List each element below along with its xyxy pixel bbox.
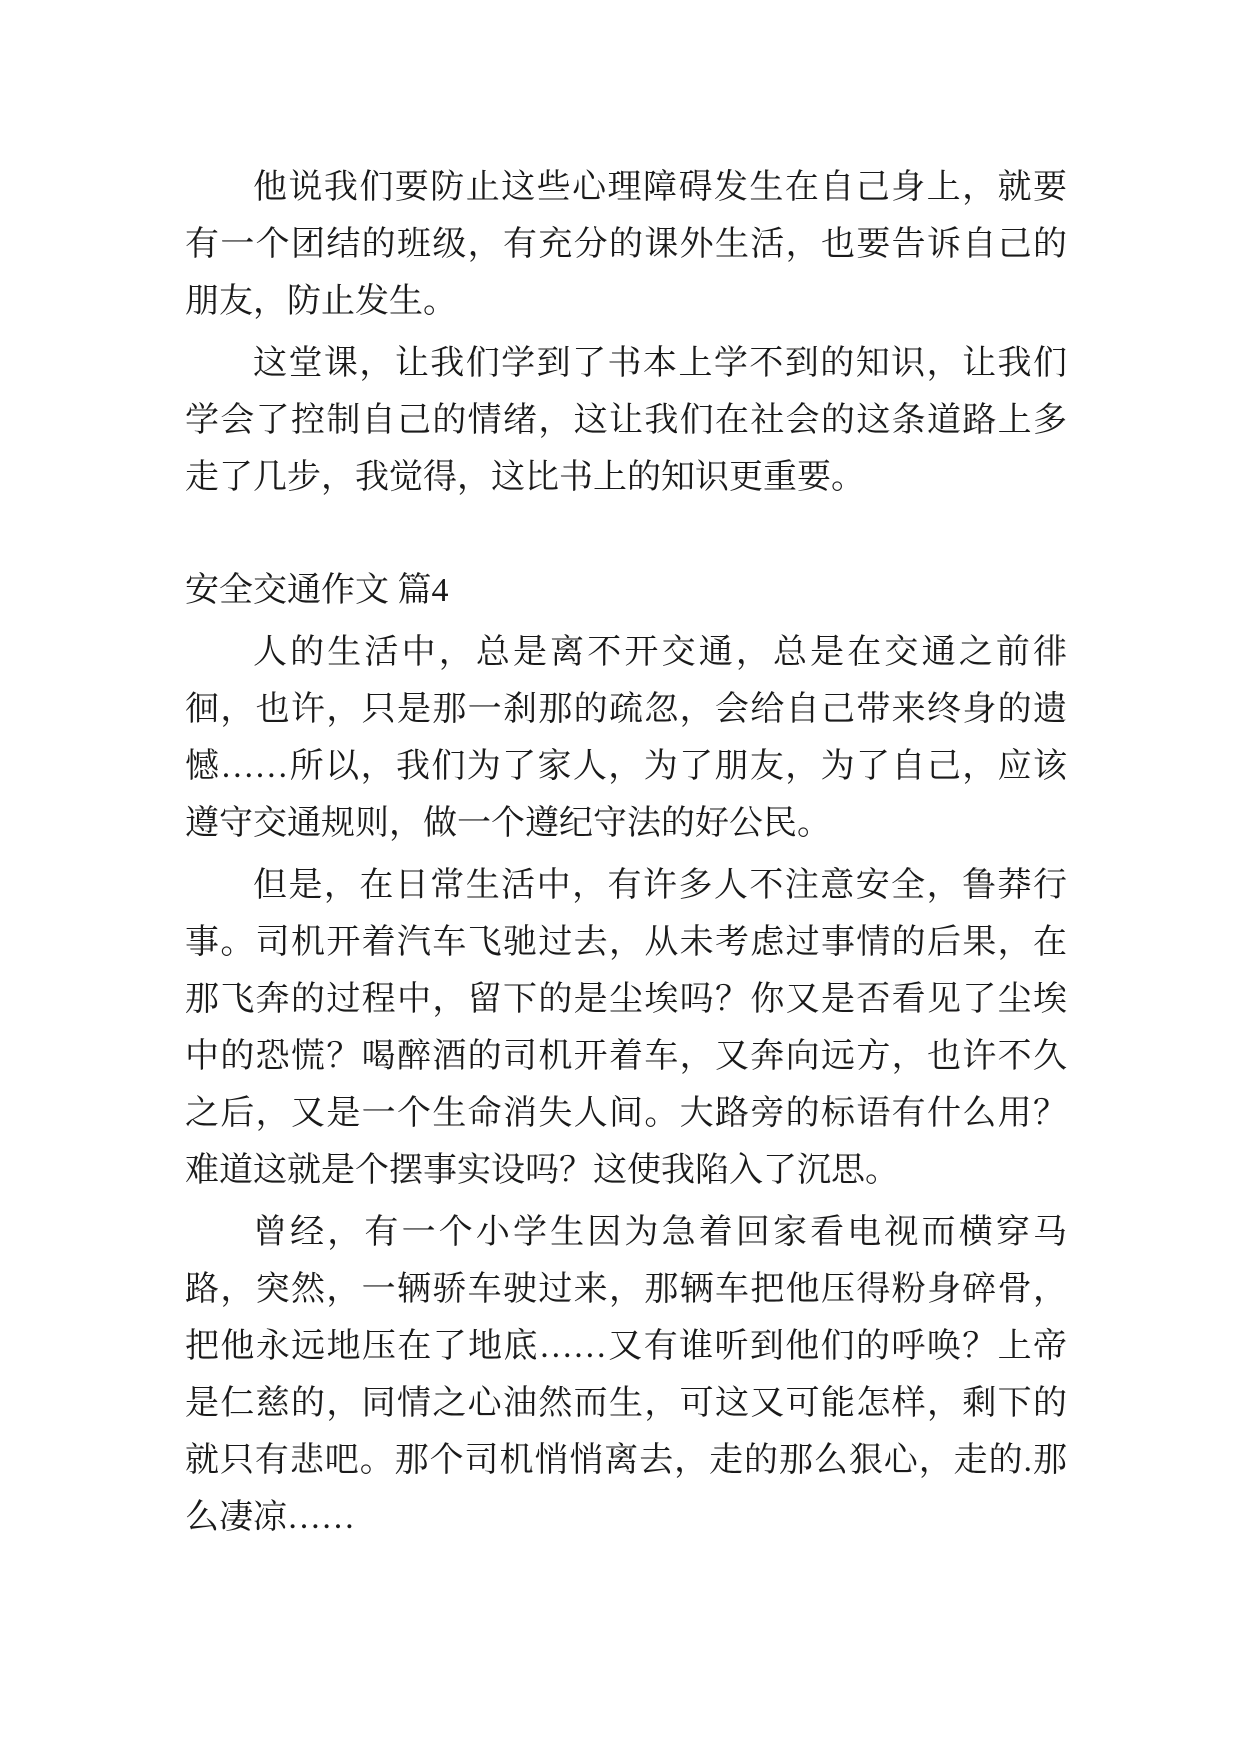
essay-paragraph: 人的生活中，总是离不开交通，总是在交通之前徘徊，也许，只是那一刹那的疏忽，会给自己带来终身的遗憾……所以，我们为了家人，为了朋友，为了自己，应该遵守交通规则，做一个遵纪守法的好公民。 bbox=[185, 634, 1067, 842]
essay-text-block bbox=[185, 159, 1067, 1551]
essay-paragraph: 他说我们要防止这些心理障碍发生在自己身上，就要有一个团结的班级，有充分的课外生活，也要告诉自己的朋友，防止发生。 bbox=[185, 169, 1067, 320]
section-heading: 安全交通作文 篇4 bbox=[185, 572, 449, 609]
essay-paragraph: 但是，在日常生活中，有许多人不注意安全，鲁莽行事。司机开着汽车飞驰过去，从未考虑过事情的后果，在那飞奔的过程中，留下的是尘埃吗？你又是否看见了尘埃中的恐慌？喝醉酒的司机开着车，又奔向远方，也许不久之后，又是一个生命消失人间。大路旁的标语有什么用？难道这就是个摆事实设吗？这使我陷入了沉思。 bbox=[185, 867, 1067, 1189]
essay-paragraph: 这堂课，让我们学到了书本上学不到的知识，让我们学会了控制自己的情绪，这让我们在社会的这条道路上多走了几步，我觉得，这比书上的知识更重要。 bbox=[185, 345, 1067, 496]
essay-paragraph: 曾经，有一个小学生因为急着回家看电视而横穿马路，突然，一辆骄车驶过来，那辆车把他压得粉身碎骨，把他永远地压在了地底……又有谁听到他们的呼唤？上帝是仁慈的，同情之心油然而生，可这又可能怎样，剩下的就只有悲吧。那个司机悄悄离去，走的那么狠心，走的.那么凄凉…… bbox=[185, 1214, 1067, 1536]
